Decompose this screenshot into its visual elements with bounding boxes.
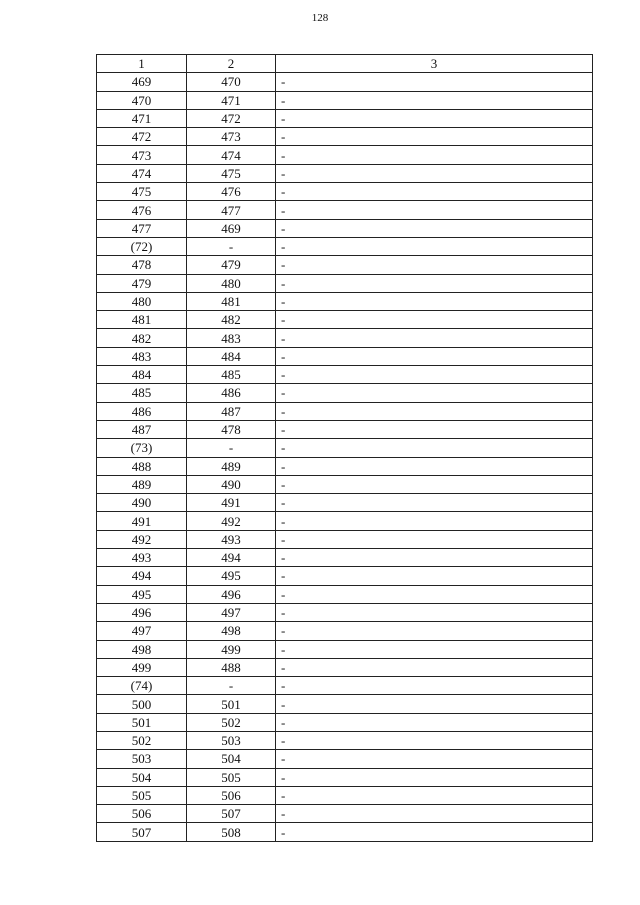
table-cell-col1: 474	[97, 164, 187, 182]
table-cell-col1: 498	[97, 640, 187, 658]
table-row	[97, 786, 593, 804]
table-cell-col1: 479	[97, 274, 187, 292]
table-cell-col1: 480	[97, 292, 187, 310]
table-cell-col1: 492	[97, 530, 187, 548]
table-row	[97, 622, 593, 640]
table-row	[97, 146, 593, 164]
table-cell-col3: -	[276, 805, 593, 823]
table-cell-col1: 491	[97, 512, 187, 530]
table-cell-col2: 476	[187, 183, 276, 201]
table-cell-col3: -	[276, 366, 593, 384]
table-cell-col3: -	[276, 750, 593, 768]
table-cell-col1: 503	[97, 750, 187, 768]
table-cell-col3: -	[276, 567, 593, 585]
table-cell-col2: 471	[187, 91, 276, 109]
table-cell-col2: 503	[187, 731, 276, 749]
table-row	[97, 420, 593, 438]
table-cell-col3: -	[276, 183, 593, 201]
table-cell-col1: 488	[97, 457, 187, 475]
table-row	[97, 585, 593, 603]
table-cell-col3: -	[276, 768, 593, 786]
page-number: 128	[311, 12, 329, 24]
table-cell-col3: -	[276, 494, 593, 512]
table-cell-col3: -	[276, 201, 593, 219]
table-cell-col2: 493	[187, 530, 276, 548]
table-cell-col1: (72)	[97, 237, 187, 255]
table-row	[97, 219, 593, 237]
table-cell-col3: -	[276, 256, 593, 274]
table-cell-col3: -	[276, 219, 593, 237]
table-cell-col1: 505	[97, 786, 187, 804]
table-row	[97, 109, 593, 127]
table-cell-col3: -	[276, 622, 593, 640]
table-cell-col2: 485	[187, 366, 276, 384]
table-cell-col2: 484	[187, 347, 276, 365]
table-row	[97, 549, 593, 567]
table-cell-col3: -	[276, 274, 593, 292]
table-row	[97, 402, 593, 420]
table-cell-col1: 473	[97, 146, 187, 164]
table-cell-col3: -	[276, 311, 593, 329]
table-cell-col1: 482	[97, 329, 187, 347]
table-cell-col2: 490	[187, 475, 276, 493]
table-cell-col3: -	[276, 585, 593, 603]
table-cell-col3: -	[276, 420, 593, 438]
table-cell-col1: 499	[97, 658, 187, 676]
table-cell-col2: 472	[187, 109, 276, 127]
data-table	[96, 54, 593, 842]
table-row	[97, 73, 593, 91]
table-cell-col1: 476	[97, 201, 187, 219]
table-cell-col1: 506	[97, 805, 187, 823]
table-cell-col2: -	[187, 439, 276, 457]
table-cell-col2: 504	[187, 750, 276, 768]
table-row	[97, 658, 593, 676]
table-row	[97, 640, 593, 658]
table-row	[97, 695, 593, 713]
table-row	[97, 457, 593, 475]
table-cell-col3: -	[276, 695, 593, 713]
table-cell-col2: 495	[187, 567, 276, 585]
table-row	[97, 494, 593, 512]
table-cell-col2: 489	[187, 457, 276, 475]
table-cell-col3: -	[276, 73, 593, 91]
table-cell-col2: 474	[187, 146, 276, 164]
table-cell-col2: 475	[187, 164, 276, 182]
table-cell-col1: (74)	[97, 677, 187, 695]
table-cell-col1: 500	[97, 695, 187, 713]
table-row	[97, 256, 593, 274]
table-cell-col2: 488	[187, 658, 276, 676]
table-cell-col1: 487	[97, 420, 187, 438]
table-cell-col1: 496	[97, 603, 187, 621]
table-cell-col2: 477	[187, 201, 276, 219]
table-row	[97, 677, 593, 695]
table-cell-col1: 475	[97, 183, 187, 201]
column-header-2: 2	[187, 55, 276, 73]
table-cell-col3: -	[276, 329, 593, 347]
table-cell-col3: -	[276, 402, 593, 420]
table-cell-col1: 497	[97, 622, 187, 640]
table-row	[97, 731, 593, 749]
table-cell-col1: 507	[97, 823, 187, 841]
table-cell-col3: -	[276, 164, 593, 182]
table-cell-col2: 483	[187, 329, 276, 347]
table-cell-col3: -	[276, 439, 593, 457]
table-cell-col2: 506	[187, 786, 276, 804]
table-cell-col2: 505	[187, 768, 276, 786]
table-cell-col1: 478	[97, 256, 187, 274]
table-row	[97, 475, 593, 493]
table-cell-col3: -	[276, 823, 593, 841]
table-cell-col1: (73)	[97, 439, 187, 457]
table-row	[97, 237, 593, 255]
table-cell-col2: 498	[187, 622, 276, 640]
table-cell-col3: -	[276, 91, 593, 109]
table-cell-col2: 491	[187, 494, 276, 512]
table-body	[97, 73, 593, 841]
table-row	[97, 823, 593, 841]
table-row	[97, 603, 593, 621]
table-row	[97, 164, 593, 182]
table-cell-col2: -	[187, 237, 276, 255]
table-cell-col3: -	[276, 640, 593, 658]
table-cell-col1: 477	[97, 219, 187, 237]
table-row	[97, 311, 593, 329]
table-cell-col3: -	[276, 713, 593, 731]
table-cell-col2: 497	[187, 603, 276, 621]
table-cell-col1: 483	[97, 347, 187, 365]
table-cell-col3: -	[276, 786, 593, 804]
table-cell-col1: 494	[97, 567, 187, 585]
table-cell-col3: -	[276, 475, 593, 493]
table-row	[97, 713, 593, 731]
table-row	[97, 274, 593, 292]
table-cell-col2: 482	[187, 311, 276, 329]
table-cell-col1: 486	[97, 402, 187, 420]
table-cell-col3: -	[276, 530, 593, 548]
table-cell-col2: 487	[187, 402, 276, 420]
table-header	[97, 55, 593, 73]
table-row	[97, 530, 593, 548]
table-row	[97, 366, 593, 384]
table-row	[97, 567, 593, 585]
table-row	[97, 768, 593, 786]
table-row	[97, 128, 593, 146]
table-cell-col2: 496	[187, 585, 276, 603]
table-cell-col2: 481	[187, 292, 276, 310]
table-row	[97, 183, 593, 201]
table-cell-col1: 501	[97, 713, 187, 731]
table-cell-col3: -	[276, 109, 593, 127]
table-cell-col2: 508	[187, 823, 276, 841]
table-row	[97, 347, 593, 365]
table-cell-col2: 501	[187, 695, 276, 713]
table-cell-col1: 471	[97, 109, 187, 127]
table-cell-col1: 472	[97, 128, 187, 146]
table-cell-col2: 470	[187, 73, 276, 91]
table-cell-col3: -	[276, 292, 593, 310]
table-cell-col3: -	[276, 512, 593, 530]
table-cell-col2: 479	[187, 256, 276, 274]
table-cell-col2: 473	[187, 128, 276, 146]
table-cell-col3: -	[276, 237, 593, 255]
table-cell-col1: 489	[97, 475, 187, 493]
table-cell-col1: 469	[97, 73, 187, 91]
table-cell-col1: 490	[97, 494, 187, 512]
table-cell-col3: -	[276, 658, 593, 676]
column-header-1: 1	[97, 55, 187, 73]
table-row	[97, 439, 593, 457]
table-cell-col3: -	[276, 128, 593, 146]
table-row	[97, 805, 593, 823]
table-cell-col1: 493	[97, 549, 187, 567]
table-cell-col3: -	[276, 384, 593, 402]
table-cell-col2: 469	[187, 219, 276, 237]
table-cell-col3: -	[276, 347, 593, 365]
table-cell-col2: 502	[187, 713, 276, 731]
table-cell-col3: -	[276, 457, 593, 475]
table-row	[97, 292, 593, 310]
table-cell-col2: 478	[187, 420, 276, 438]
table-cell-col1: 484	[97, 366, 187, 384]
table-row	[97, 384, 593, 402]
table-row	[97, 512, 593, 530]
column-header-3: 3	[276, 55, 593, 73]
table-row	[97, 329, 593, 347]
table-cell-col3: -	[276, 603, 593, 621]
table-row	[97, 201, 593, 219]
table-row	[97, 91, 593, 109]
header-row	[97, 55, 593, 73]
table-cell-col3: -	[276, 549, 593, 567]
table-cell-col2: 499	[187, 640, 276, 658]
table-cell-col3: -	[276, 731, 593, 749]
table-cell-col2: 480	[187, 274, 276, 292]
table-cell-col1: 470	[97, 91, 187, 109]
table-cell-col3: -	[276, 146, 593, 164]
table-cell-col2: -	[187, 677, 276, 695]
table-cell-col1: 504	[97, 768, 187, 786]
table-cell-col3: -	[276, 677, 593, 695]
table-cell-col1: 502	[97, 731, 187, 749]
table-cell-col1: 481	[97, 311, 187, 329]
table-cell-col2: 494	[187, 549, 276, 567]
table-cell-col2: 486	[187, 384, 276, 402]
table-row	[97, 750, 593, 768]
table-cell-col1: 485	[97, 384, 187, 402]
table-cell-col1: 495	[97, 585, 187, 603]
table-cell-col2: 507	[187, 805, 276, 823]
table-cell-col2: 492	[187, 512, 276, 530]
